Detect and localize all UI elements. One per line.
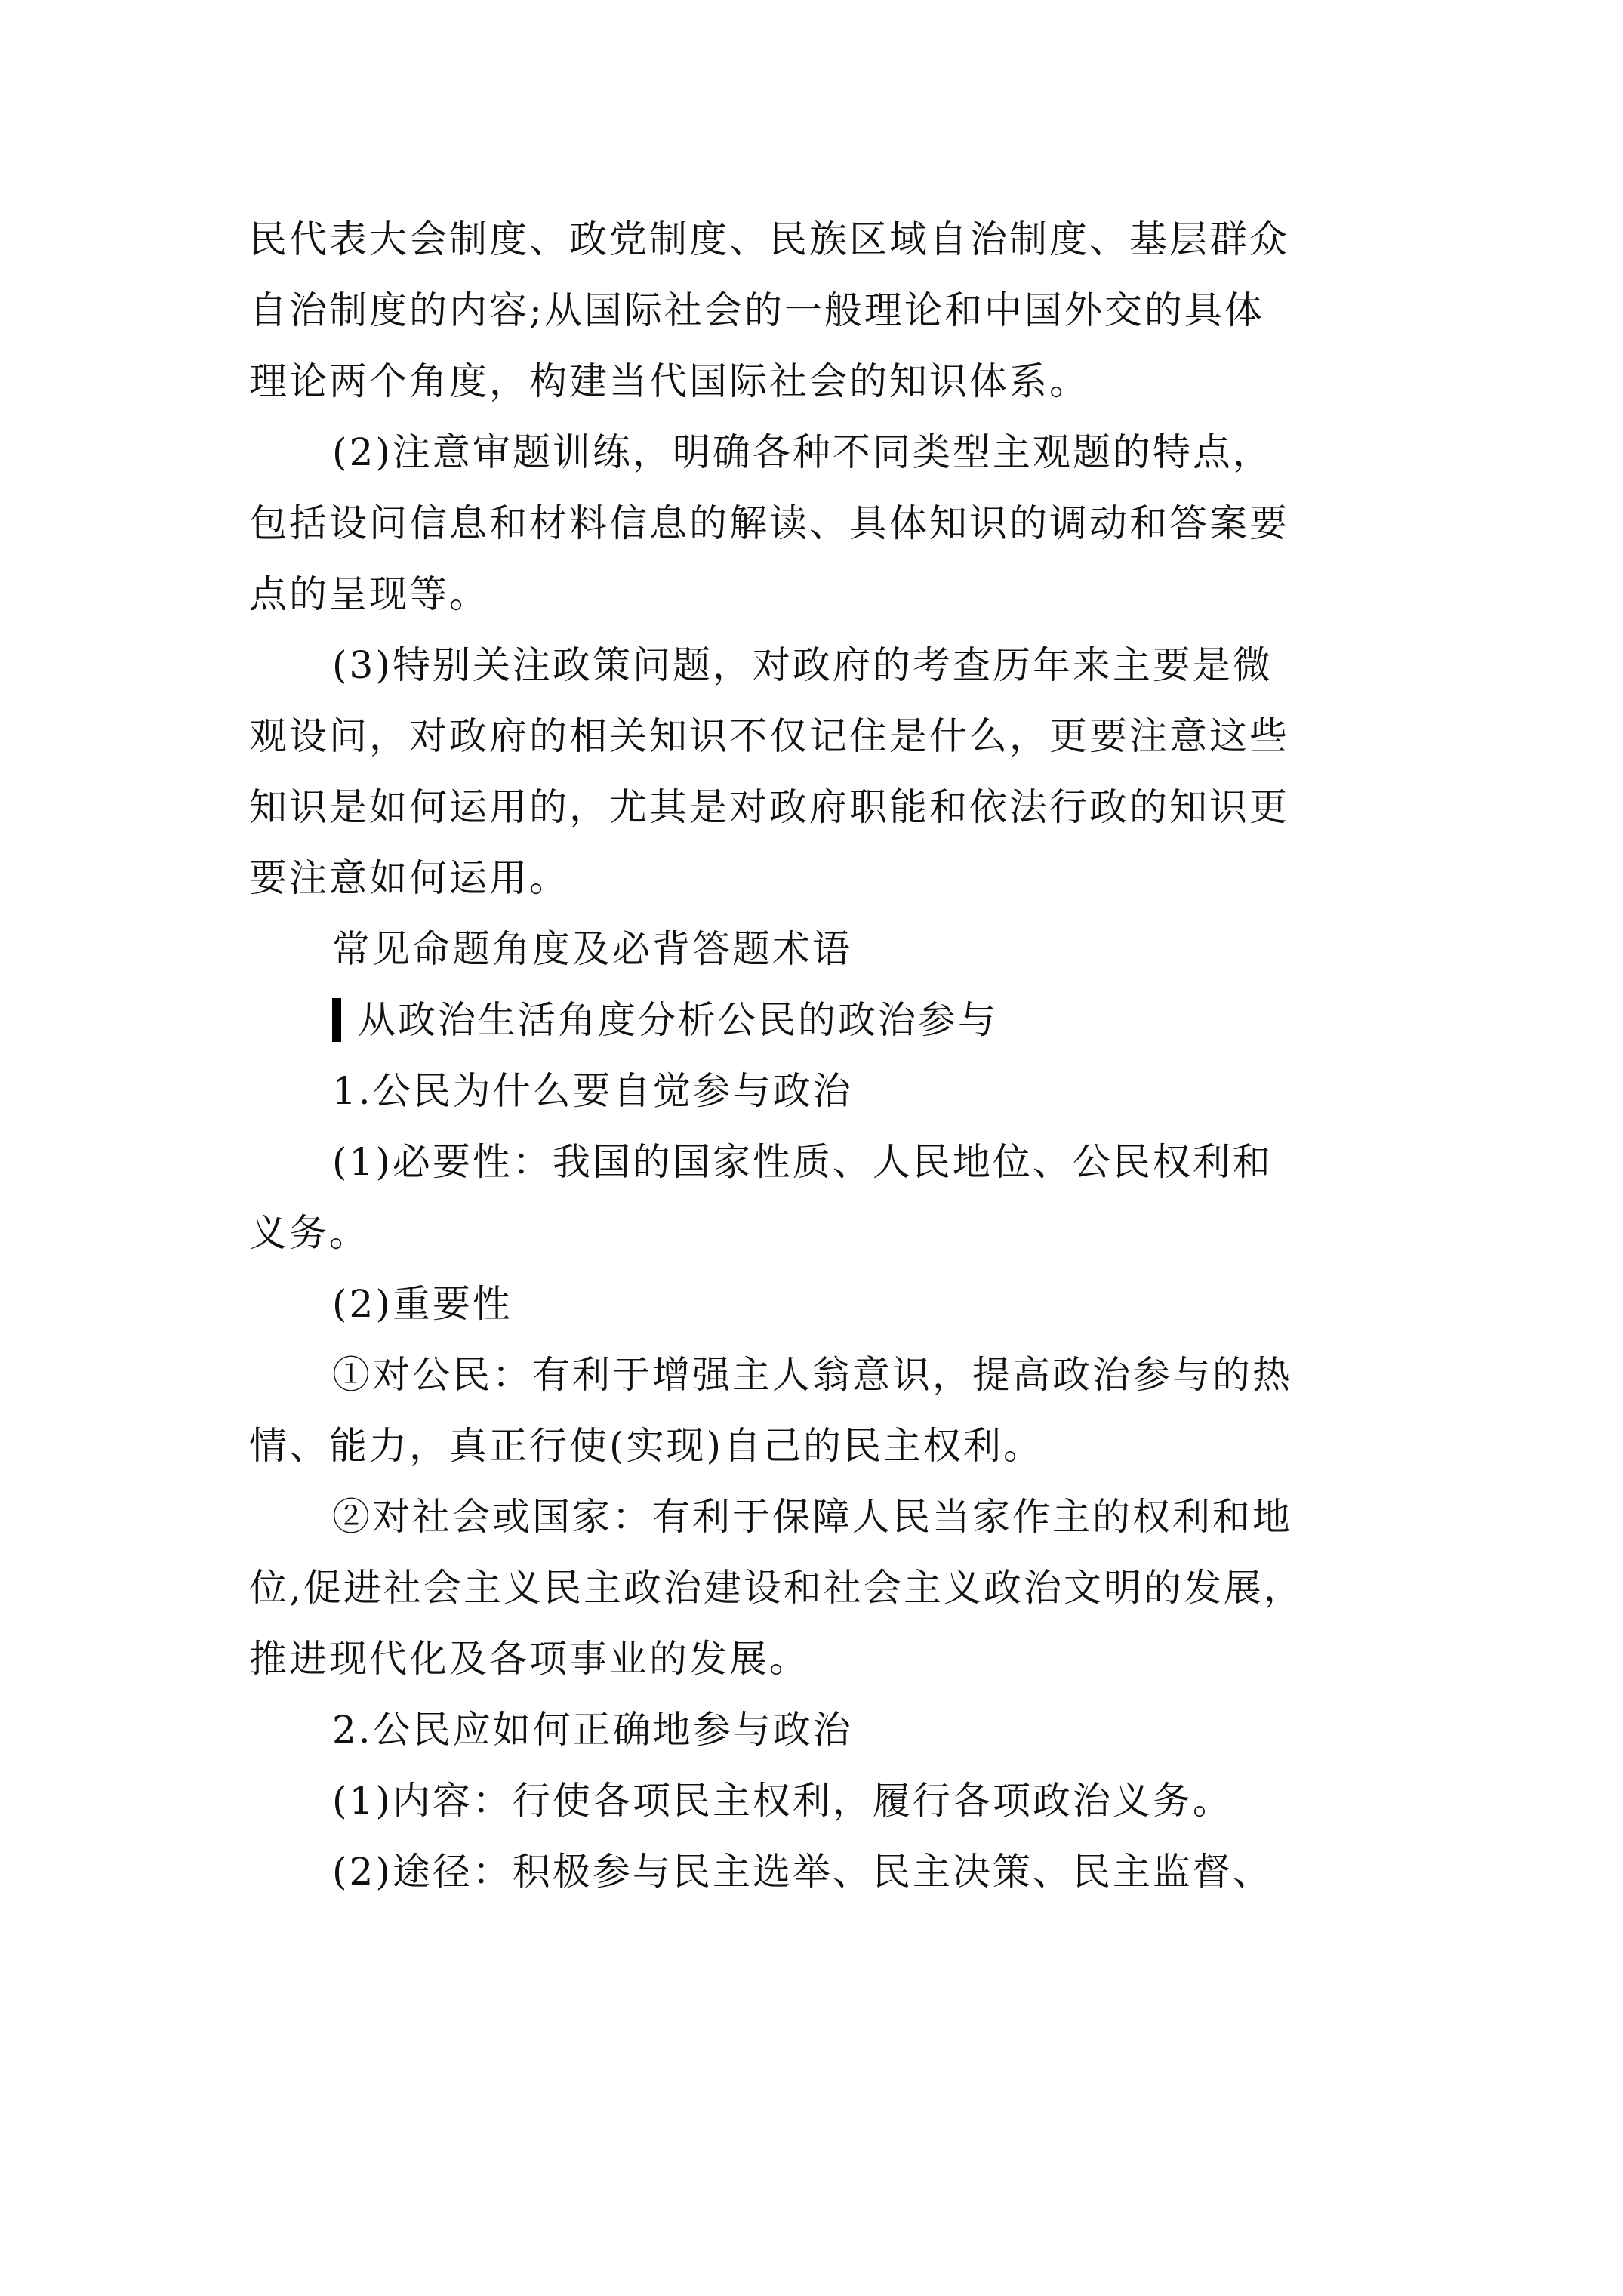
section-title: 常见命题角度及必背答题术语 [332, 927, 852, 971]
paragraph-line: (2)注意审题训练，明确各种不同类型主观题的特点， [332, 430, 1273, 474]
paragraph-line: 要注意如何运用。 [249, 856, 569, 900]
paragraph-line: ②对社会或国家：有利于保障人民当家作主的权利和地 [332, 1495, 1292, 1539]
subheading: 2.公民应如何正确地参与政治 [332, 1708, 853, 1752]
paragraph-line: 理论两个角度，构建当代国际社会的知识体系。 [249, 359, 1089, 403]
paragraph-line: (3)特别关注政策问题，对政府的考查历年来主要是微 [332, 643, 1273, 687]
paragraph-line: 知识是如何运用的，尤其是对政府职能和依法行政的知识更 [249, 785, 1289, 829]
paragraph-line: 自治制度的内容;从国际社会的一般理论和中国外交的具体 [249, 288, 1264, 332]
section-heading [249, 985, 1381, 1056]
paragraph-line: 位,促进社会主义民主政治建设和社会主义政治文明的发展， [249, 1566, 1304, 1610]
paragraph-line: 民代表大会制度、政党制度、民族区域自治制度、基层群众 [249, 217, 1289, 261]
heading-bar-icon [332, 998, 341, 1042]
document-body [249, 204, 1381, 1907]
paragraph-line: 推进现代化及各项事业的发展。 [249, 1637, 809, 1681]
paragraph-line: 情、能力，真正行使(实现)自己的民主权利。 [249, 1424, 1044, 1468]
paragraph-line: 观设问，对政府的相关知识不仅记住是什么，更要注意这些 [249, 714, 1289, 758]
paragraph-line: 点的呈现等。 [249, 572, 489, 616]
subheading: 1.公民为什么要自觉参与政治 [332, 1069, 853, 1113]
section-heading-text: 从政治生活角度分析公民的政治参与 [358, 998, 998, 1042]
paragraph-line: ①对公民：有利于增强主人翁意识，提高政治参与的热 [332, 1353, 1292, 1397]
paragraph-line: (2)途径：积极参与民主选举、民主决策、民主监督、 [332, 1850, 1273, 1894]
paragraph-line: (1)内容：行使各项民主权利，履行各项政治义务。 [332, 1779, 1233, 1823]
paragraph-line: (2)重要性 [332, 1282, 513, 1326]
paragraph-line: (1)必要性：我国的国家性质、人民地位、公民权利和 [332, 1140, 1273, 1184]
paragraph-line: 包括设问信息和材料信息的解读、具体知识的调动和答案要 [249, 501, 1289, 545]
paragraph-line: 义务。 [249, 1211, 369, 1255]
